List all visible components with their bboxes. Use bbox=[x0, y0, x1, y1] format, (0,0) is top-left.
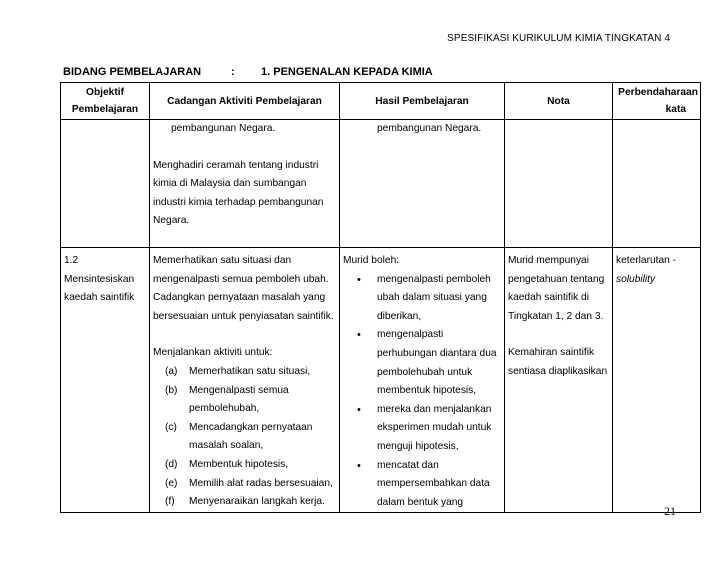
list-item: (e) Memilih alat radas bersesuaian, bbox=[165, 477, 333, 489]
list-item: • mengenalpasti perhubungan diantara dua pembolehubah untuk membentuk hipotesis, bbox=[343, 326, 501, 400]
hasil-intro: Murid boleh: bbox=[343, 255, 400, 266]
cell-perbendaharaan bbox=[613, 248, 701, 513]
cadangan-continuation: pembangunan Negara. bbox=[171, 123, 276, 134]
cadangan-paragraph: Menghadiri ceramah tentang industri kimia di Malaysia dan sumbangan industri kimia terhadap pembangunan Negara. bbox=[153, 159, 324, 227]
table-row bbox=[61, 248, 701, 513]
section-heading bbox=[63, 66, 433, 78]
list-item: • mencatat dan mempersembahkan data dalam bentuk yang bbox=[343, 457, 501, 513]
list-item: (f) Menyenaraikan langkah kerja. bbox=[165, 496, 325, 508]
nota-paragraph: Kemahiran saintifik sentiasa diaplikasikan bbox=[508, 347, 608, 377]
term-english: solubility bbox=[616, 273, 656, 285]
cell-cadangan bbox=[150, 248, 340, 513]
list-item: (b) Mengenalpasti semua pembolehubah, bbox=[165, 384, 289, 415]
section-value: 1. PENGENALAN KEPADA KIMIA bbox=[261, 66, 433, 78]
hasil-list bbox=[343, 271, 501, 513]
cell-hasil bbox=[340, 248, 505, 513]
hasil-continuation: pembangunan Negara. bbox=[377, 123, 482, 134]
list-item: • mereka dan menjalankan eksperimen mudah untuk menguji hipotesis, bbox=[343, 401, 501, 457]
curriculum-table bbox=[60, 82, 701, 513]
header-objektif: Objektif Pembelajaran bbox=[61, 83, 150, 120]
section-colon: : bbox=[231, 66, 235, 78]
nota-paragraph: Murid mempunyai pengetahuan tentang kaedah saintifik di Tingkatan 1, 2 dan 3. bbox=[508, 255, 605, 322]
section-label: BIDANG PEMBELAJARAN bbox=[63, 66, 202, 78]
cadangan-intro: Menjalankan aktiviti untuk: bbox=[153, 347, 273, 359]
cell-cadangan bbox=[150, 120, 340, 248]
term-malay: keterlarutan - bbox=[616, 255, 677, 266]
table-row bbox=[61, 120, 701, 248]
cadangan-paragraph: Memerhatikan satu situasi dan mengenalpasti semua pemboleh ubah. Cadangkan pernyataan masalah yang bersesuaian untuk penyiasatan saintifik. bbox=[153, 255, 334, 322]
header-cadangan: Cadangan Aktiviti Pembelajaran bbox=[150, 83, 340, 120]
page-number: 21 bbox=[664, 504, 676, 518]
list-item: (d) Membentuk hipotesis, bbox=[165, 458, 289, 470]
header-hasil: Hasil Pembelajaran bbox=[340, 83, 505, 120]
running-header: SPESIFIKASI KURIKULUM KIMIA TINGKATAN 4 bbox=[447, 33, 670, 44]
list-item: (a) Memerhatikan satu situasi, bbox=[165, 365, 311, 377]
cell-objektif: 1.2 Mensintesiskan kaedah saintifik bbox=[61, 248, 150, 513]
cell-hasil bbox=[340, 120, 505, 248]
table-header-row bbox=[61, 83, 701, 120]
cell-perbendaharaan bbox=[613, 120, 701, 248]
cell-objektif bbox=[61, 120, 150, 248]
list-item: • mengenalpasti pemboleh ubah dalam situasi yang diberikan, bbox=[343, 271, 501, 327]
cadangan-steps bbox=[153, 363, 336, 512]
cell-nota bbox=[505, 248, 613, 513]
header-nota: Nota bbox=[505, 83, 613, 120]
cell-nota bbox=[505, 120, 613, 248]
list-item: (c) Mencadangkan pernyataan masalah soalan, bbox=[165, 421, 313, 452]
header-perbendaharaan: Perbendaharaan kata bbox=[613, 83, 701, 120]
